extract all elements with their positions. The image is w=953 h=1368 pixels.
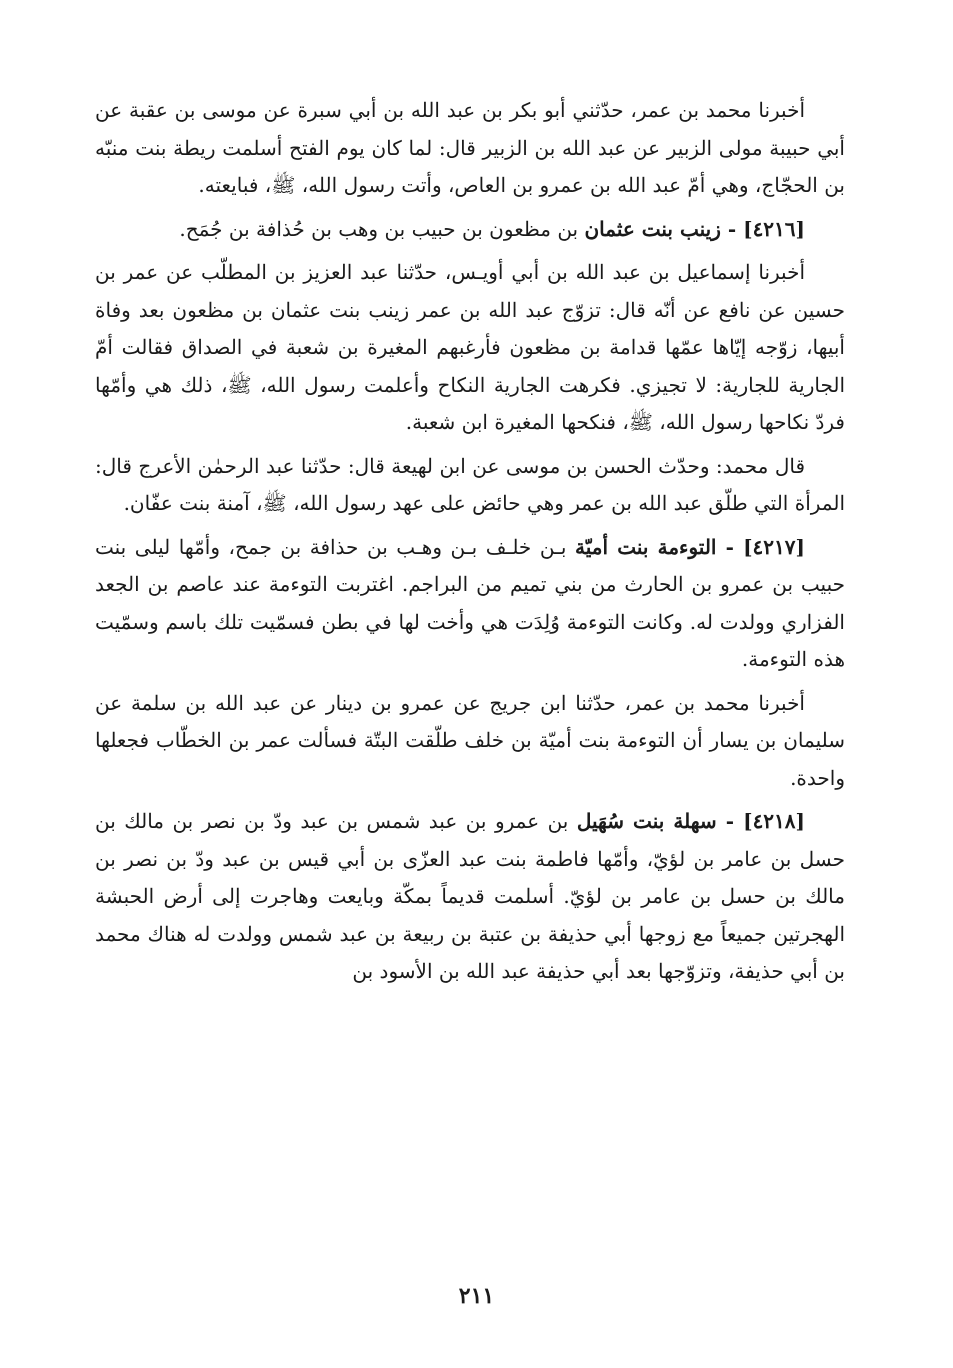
paragraph-text: أخبرنا إسماعيل بن عبد الله بن أبي أويـس، حدّثنا عبد العزيز بن المطلّب عن عمر بن حسين عن نافع عن أنّه قال: تزوّج عبد الله بن عمر زينب بنت عثمان بن مظعون بعد وفاة أبيها، زوّجه إيّاها عمّها قدامة بن مظعون فأرغبهم المغيرة بن شعبة في الصداق فقالت أمّ الجارية للجارية: لا تجيزي. فكرهت الجارية النكاح وأعلمت رسول الله، ﷺ، ذلك هي وأمّها فردّ نكاحها رسول الله، ﷺ، فنكحها المغيرة ابن شعبة. <box>95 260 846 434</box>
paragraph-4 <box>95 448 845 523</box>
paragraph-text: قال محمد: وحدّث الحسن بن موسى عن ابن لهيعة قال: حدّثنا عبد الرحمٰن الأعرج قال: المرأة التي طلّق عبد الله بن عمر وهي حائض على عهد رسول الله، ﷺ، آمنة بنت عفّان. <box>95 453 845 515</box>
paragraph-text: أخبرنا محمد بن عمر، حدّثني أبو بكر بن عبد الله بن أبي سبرة عن موسى بن عقبة عن أبي حبيبة مولى الزبير عن عبد الله بن الزبير قال: لما كان يوم الفتح أسلمت ريطة بنت منبّه بن الحجّاج، وهي أمّ عبد الله بن عمرو بن العاص، وأتت رسول الله، ﷺ، فبايعته. <box>95 98 845 197</box>
paragraph-2 <box>95 211 845 249</box>
entry-heading: [٤٢١٧] - التوءمة بنت أميّة <box>575 534 805 559</box>
page-number: ٢١١ <box>458 1283 495 1309</box>
entry-heading: [٤٢١٨] - سهلة بنت سُهَيل <box>576 809 805 833</box>
paragraph-text: بن عمرو بن عبد شمس بن عبد ودّ بن نصر بن مالك بن حسل بن عامر بن لؤيّ، وأمّها فاطمة بنت عبد العزّى بن أبي قيس بن عبد ودّ بن نصر بن مالك بن حسل بن عامر بن لؤيّ. أسلمت قديماً بمكّة وبايعت وهاجرت إلى أرض الحبشة الهجرتين جميعاً مع زوجها أبي حذيفة بن عتبة بن ربيعة بن عبد شمس وولدت له هناك محمد بن أبي حذيفة، وتزوّجها بعد أبي حذيفة عبد الله بن الأسود بن <box>95 809 845 983</box>
entry-heading: [٤٢١٦] - زينب بنت عثمان <box>584 216 805 241</box>
paragraph-text: بـن خلـف بـن وهـب بن حذافة بن جمح، وأمّها ليلى بنت حبيب بن عمرو بن الحارث من بني تميم من البراجم. اغتربت التوءمة عند عاصم بن الجعد الفزاري وولدت له. وكانت التوءمة وُلِدَت هي وأخت لها في بطن فسمّيت تلك باسم وسمّيت هذه التوءمة. <box>95 534 845 671</box>
paragraph-7 <box>95 803 845 991</box>
page-body <box>95 92 845 991</box>
paragraph-3 <box>95 254 845 442</box>
paragraph-1 <box>95 92 845 205</box>
paragraph-5 <box>95 529 845 679</box>
paragraph-text: بن مظعون بن حبيب بن وهب بن حُذافة بن جُمَح. <box>179 216 585 241</box>
paragraph-6 <box>95 685 845 798</box>
paragraph-text: أخبرنا محمد بن عمر، حدّثنا ابن جريج عن عمرو بن دينار عن عبد الله بن سلمة عن سليمان بن يسار أن التوءمة بنت أميّة بن خلف طلّقت البتّة فسألت عمر بن الخطّاب فجعلها واحدة. <box>95 690 845 790</box>
